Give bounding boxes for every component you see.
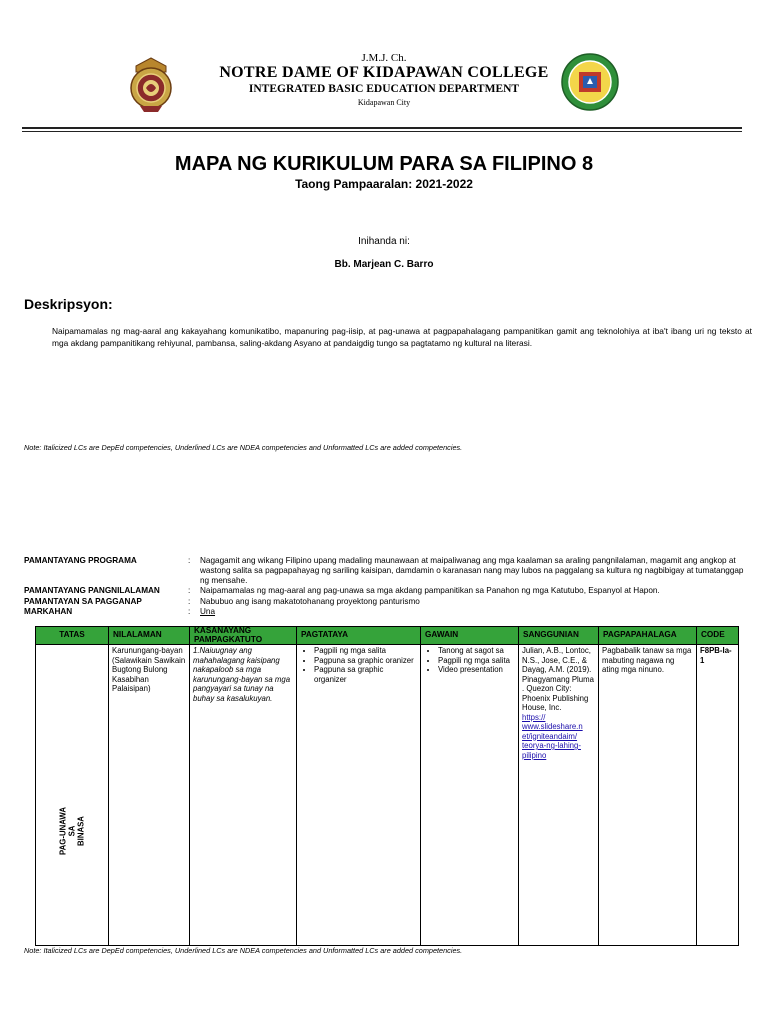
standard-value: Nabubuo ang isang makatotohanang proyektong panturismo (200, 597, 420, 606)
list-item: • Pagpili ng mga salita (438, 656, 515, 666)
list-item: • Pagpuna sa graphic organizer (314, 665, 417, 684)
column-header-tatas: TATAS (36, 627, 109, 645)
column-header-kasanayan: KASANAYANG PAMPAGKATUTO (190, 627, 297, 645)
standard-colon: : (188, 586, 191, 595)
department-name: INTEGRATED BASIC EDUCATION DEPARTMENT (248, 83, 520, 95)
cell-gawain (421, 645, 519, 946)
list-item: • Pagpili ng mga salita (314, 646, 417, 656)
standard-colon: : (188, 607, 191, 616)
cell-nilalaman: Karunungang-bayan (Salawikain Sawikain Bugtong Bulong Kasabihan Palaisipan) (109, 645, 190, 946)
column-header-pagtataya: PAGTATAYA (297, 627, 421, 645)
reference-citation: Julian, A.B., Lontoc, N.S., Jose, C.E., & Dayag, A.M. (2019). Pinagyamang Pluma . Quezon City: Phoenix Publishing House, Inc. (522, 646, 594, 712)
standard-value: Nagagamit ang wikang Filipino upang madaling maunawaan at maipaliwanag ang mga kaalaman sa araling pangnilalaman, magamit ang angkop at wastong salita sa pagpapahayag ng sariling kaisipan, damdamin o karanasan nang may lubos na paggalang sa kultura ng nagbibigay at tumatanggap ng mensahe. (200, 556, 744, 585)
tatas-line: BINASA (76, 815, 86, 846)
table-header-row (36, 627, 739, 645)
standard-quarter (24, 607, 748, 617)
tatas-rotated-label (59, 807, 86, 855)
table-row (36, 645, 739, 946)
prepared-by-label: Inihanda ni: (358, 236, 410, 247)
prepared-by-name: Bb. Marjean C. Barro (334, 259, 434, 270)
standard-content (24, 586, 748, 596)
standard-label: PAMANTAYAN SA PAGGANAP (24, 597, 142, 606)
cell-pagtataya (297, 645, 421, 946)
column-header-sanggunian: SANGGUNIAN (519, 627, 599, 645)
tatas-line: PAG-UNAWA (58, 806, 68, 855)
tatas-line: SA (67, 825, 77, 837)
standard-program (24, 556, 748, 586)
standard-label: PAMANTAYANG PROGRAMA (24, 556, 137, 565)
standard-value: Una (200, 607, 216, 616)
standard-value: Naipamamalas ng mag-aaral ang pag-unawa sa mga akdang pampanitikan sa Panahon ng mga Katutubo, Espanyol at Hapon. (200, 586, 660, 595)
cell-sanggunian (519, 645, 599, 946)
standard-label: PAMANTAYANG PANGNILALAMAN (24, 586, 160, 595)
standard-performance (24, 597, 748, 607)
standard-colon: : (188, 597, 191, 606)
header-divider-thin (22, 131, 742, 132)
description-heading: Deskripsyon: (24, 296, 113, 312)
description-body: Naipamamalas ng mag-aaral ang kakayahang komunikatibo, mapanuring pag-iisip, at pag-unawa at pagpapahalagang pampanitikan gamit ang teknolohiya at iba't ibang uri ng teksto at mga akdang pampanitikang rehiyunal, pambansa, saling-akdang Asyano at pandaigdig tungo sa pagtatamo ng kultural na literasi. (52, 326, 752, 348)
standard-colon: : (188, 556, 191, 565)
cell-kasanayan: 1.Naiuugnay ang mahahalagang kaisipang nakapaloob sa mga karunungang-bayan sa mga pangyayari sa tunay na buhay sa kasalukuyan. (190, 645, 297, 946)
competency-note: Note: Italicized LCs are DepEd competencies, Underlined LCs are NDEA competencies and Unformatted LCs are added competencies. (24, 443, 463, 452)
document-title: MAPA NG KURIKULUM PARA SA FILIPINO 8 (174, 153, 594, 175)
jmj-header: J.M.J. Ch. (361, 52, 407, 64)
curriculum-map-table (35, 626, 739, 946)
cell-code: F8PB-Ia-1 (697, 645, 739, 946)
cell-pagpapahalaga: Pagbabalik tanaw sa mga mabuting nagawa ng ating mga ninuno. (599, 645, 697, 946)
reference-link[interactable]: https:// www.slideshare.n et/igniteandaim/ teorya-ng-lahing-pilipino (522, 712, 583, 760)
school-city: Kidapawan City (357, 98, 411, 107)
column-header-pagpapahalaga: PAGPAPAHALAGA (599, 627, 697, 645)
cell-tatas (36, 645, 109, 946)
list-item: • Pagpuna sa graphic oranizer (314, 656, 417, 666)
school-year: Taong Pampaaralan: 2021-2022 (295, 177, 473, 191)
column-header-code: CODE (697, 627, 739, 645)
column-header-nilalaman: NILALAMAN (109, 627, 190, 645)
column-header-gawain: GAWAIN (421, 627, 519, 645)
standard-label: MARKAHAN (24, 607, 73, 616)
list-item: • Video presentation (438, 665, 515, 675)
header-divider (22, 127, 742, 129)
list-item: • Tanong at sagot sa (438, 646, 515, 656)
competency-note-footer: Note: Italicized LCs are DepEd competencies, Underlined LCs are NDEA competencies and Unformatted LCs are added competencies. (24, 946, 463, 955)
school-name: NOTRE DAME OF KIDAPAWAN COLLEGE (219, 64, 549, 81)
